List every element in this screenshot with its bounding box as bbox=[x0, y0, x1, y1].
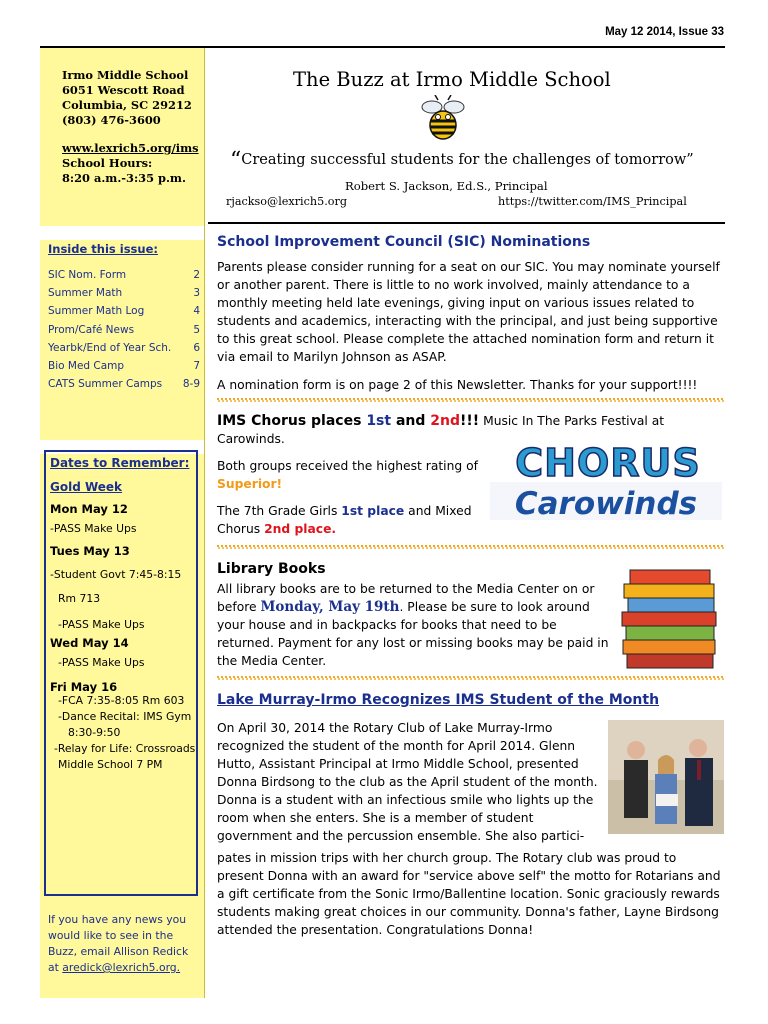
chorus-place-text2: and Mixed Chorus bbox=[217, 504, 472, 536]
school-phone: (803) 476-3600 bbox=[62, 113, 161, 127]
sidebar-gap bbox=[40, 226, 204, 240]
school-hours: 8:20 a.m.-3:35 p.m. bbox=[62, 171, 186, 185]
dates-title: Dates to Remember: bbox=[50, 456, 190, 470]
dates-to-remember bbox=[50, 456, 198, 772]
date-item: -Student Govt 7:45-8:15 bbox=[50, 568, 182, 581]
inside-this-issue bbox=[48, 242, 200, 393]
date-item: -Relay for Life: Crossroads bbox=[54, 742, 196, 755]
newsletter-title: The Buzz at Irmo Middle School bbox=[293, 68, 611, 91]
principal-email[interactable]: rjackso@lexrich5.org bbox=[226, 195, 348, 208]
chorus-rating bbox=[217, 457, 487, 493]
chorus-festival: Music In The Parks Festival at Carowinds. bbox=[217, 414, 665, 446]
school-hours-label: School Hours: bbox=[62, 156, 153, 170]
chorus-heading-text: IMS Chorus places bbox=[217, 413, 367, 429]
date-item: -FCA 7:35-8:05 Rm 603 bbox=[58, 694, 185, 707]
date-heading: Mon May 12 bbox=[50, 502, 128, 516]
student-of-month-body-cont: pates in mission trips with her church group. The Rotary club was proud to present Donna with an award for "service above self" the motto for Rotarians and a gift certificate from the Sonic Irmo/Ballentine location. Sonic graciously rewards students making great choices in our community. Donna's father, Layne Birdsong attended the presentation. Congratulations Donna! bbox=[217, 851, 721, 937]
dotted-divider bbox=[217, 545, 725, 549]
motto-quote-mark: “ bbox=[230, 148, 242, 173]
dotted-divider bbox=[217, 398, 725, 402]
date-item: -PASS Make Ups bbox=[58, 656, 145, 669]
toc-label: SIC Nom. Form bbox=[48, 269, 127, 281]
toc-page: 7 bbox=[193, 360, 200, 373]
toc-row[interactable] bbox=[48, 339, 200, 357]
motto bbox=[230, 148, 694, 173]
toc-page: 8-9 bbox=[182, 378, 200, 391]
date-heading: Tues May 13 bbox=[50, 544, 130, 558]
date-item: -PASS Make Ups bbox=[50, 522, 137, 535]
date-heading: Fri May 16 bbox=[50, 680, 118, 694]
toc-page: 3 bbox=[193, 287, 200, 300]
chorus-first: 1st bbox=[366, 413, 392, 429]
chorus-place-text: The 7th Grade Girls bbox=[217, 504, 342, 518]
toc-label: Summer Math bbox=[48, 287, 123, 300]
news-text: If you have any news you would like to see in the Buzz, email Allison Redick at bbox=[48, 913, 189, 974]
issue-date: May 12 2014, Issue 33 bbox=[605, 26, 724, 38]
toc-page: 4 bbox=[193, 305, 200, 318]
library-text2: . Please be sure to look around your house and in backpacks for books that need to be returned. Payment for any lost or missing books may be paid in the Media Center. bbox=[217, 600, 609, 668]
inside-heading: Inside this issue: bbox=[48, 242, 158, 256]
toc-page: 2 bbox=[193, 269, 200, 281]
toc-row[interactable] bbox=[48, 357, 200, 375]
school-name: Irmo Middle School bbox=[62, 68, 189, 82]
library-due-date: Monday, May 19th bbox=[260, 599, 400, 615]
principal-name: Robert S. Jackson, Ed.S., Principal bbox=[345, 179, 548, 193]
student-award-photo bbox=[608, 720, 724, 834]
bee-mascot-icon bbox=[418, 95, 468, 145]
date-heading: Wed May 14 bbox=[50, 636, 129, 650]
toc-label: CATS Summer Camps bbox=[48, 378, 163, 391]
sic-heading: School Improvement Council (SIC) Nominations bbox=[217, 234, 591, 250]
motto-text: Creating successful students for the challenges of tomorrow” bbox=[241, 152, 694, 168]
carowinds-logo-word: Carowinds bbox=[514, 486, 698, 520]
books-stack-icon bbox=[620, 566, 720, 670]
school-contact bbox=[62, 68, 202, 186]
student-of-month-heading[interactable]: Lake Murray-Irmo Recognizes IMS Student of the Month bbox=[217, 692, 660, 708]
toc-row[interactable] bbox=[48, 266, 200, 284]
toc-row[interactable] bbox=[48, 302, 200, 320]
toc-page: 6 bbox=[193, 341, 200, 354]
date-item: Rm 713 bbox=[58, 592, 101, 605]
toc-row[interactable] bbox=[48, 284, 200, 302]
library-heading: Library Books bbox=[217, 561, 326, 577]
chorus-place-second: 2nd place. bbox=[264, 522, 337, 536]
toc-page: 5 bbox=[193, 323, 200, 336]
date-item: -Dance Recital: IMS Gym bbox=[58, 710, 192, 723]
toc-row[interactable] bbox=[48, 375, 200, 393]
date-item: 8:30-9:50 bbox=[68, 726, 121, 739]
sic-body: Parents please consider running for a seat on our SIC. You may nominate yourself or another parent. There is little to no work involved, mainly attendance to a monthly meeting held late evenings, giving input on various issues related to students and academics, interacting with the principal, and just being supportive to this great school. Please complete the attached nomination form and return it via email to Marilyn Johnson as ASAP. bbox=[217, 260, 720, 364]
school-address-line2: Columbia, SC 29212 bbox=[62, 98, 192, 112]
chorus-place-first: 1st place bbox=[341, 504, 405, 518]
toc-row[interactable] bbox=[48, 321, 200, 339]
chorus-placement bbox=[217, 502, 487, 538]
news-submission-note bbox=[48, 912, 198, 976]
gold-week: Gold Week bbox=[50, 480, 123, 494]
chorus-superior: Superior! bbox=[217, 477, 283, 491]
chorus-heading-and: and bbox=[391, 413, 431, 429]
toc-label: Summer Math Log bbox=[48, 305, 145, 318]
chorus-exclaim: !!! bbox=[460, 413, 480, 429]
student-of-month-body: On April 30, 2014 the Rotary Club of Lake Murray-Irmo recognized the student of the month for April 2014. Glenn Hutto, Assistant Principal at Irmo Middle School, presented Donna Birdsong to the club as the April student of the month. Donna is a student with an infectious smile who lights up the room when she enters. She is a member of student government and the percussion ensemble. She also partici- bbox=[217, 721, 598, 843]
chorus-second: 2nd bbox=[430, 413, 461, 429]
school-website-link[interactable]: www.lexrich5.org/ims bbox=[62, 141, 199, 155]
toc-label: Yearbk/End of Year Sch. bbox=[48, 341, 172, 354]
date-item: Middle School 7 PM bbox=[58, 758, 163, 771]
school-address-line1: 6051 Wescott Road bbox=[62, 83, 185, 97]
dotted-divider bbox=[217, 676, 725, 680]
library-body bbox=[217, 580, 612, 670]
toc-label: Prom/Café News bbox=[48, 323, 135, 336]
chorus-logo-word: CHORUS bbox=[515, 441, 701, 485]
date-item: -PASS Make Ups bbox=[58, 618, 145, 631]
sic-body-note: A nomination form is on page 2 of this Newsletter. Thanks for your support!!!! bbox=[217, 378, 698, 392]
header-rule bbox=[208, 222, 725, 224]
news-email-link[interactable]: aredick@lexrich5.org. bbox=[62, 961, 181, 974]
chorus-rating-text: Both groups received the highest rating of bbox=[217, 459, 478, 473]
library-text: All library books are to be returned to the Media Center on or before bbox=[217, 582, 595, 614]
chorus-carowinds-logo bbox=[490, 436, 722, 520]
principal-twitter[interactable]: https://twitter.com/IMS_Principal bbox=[498, 195, 687, 208]
toc-label: Bio Med Camp bbox=[48, 360, 125, 373]
